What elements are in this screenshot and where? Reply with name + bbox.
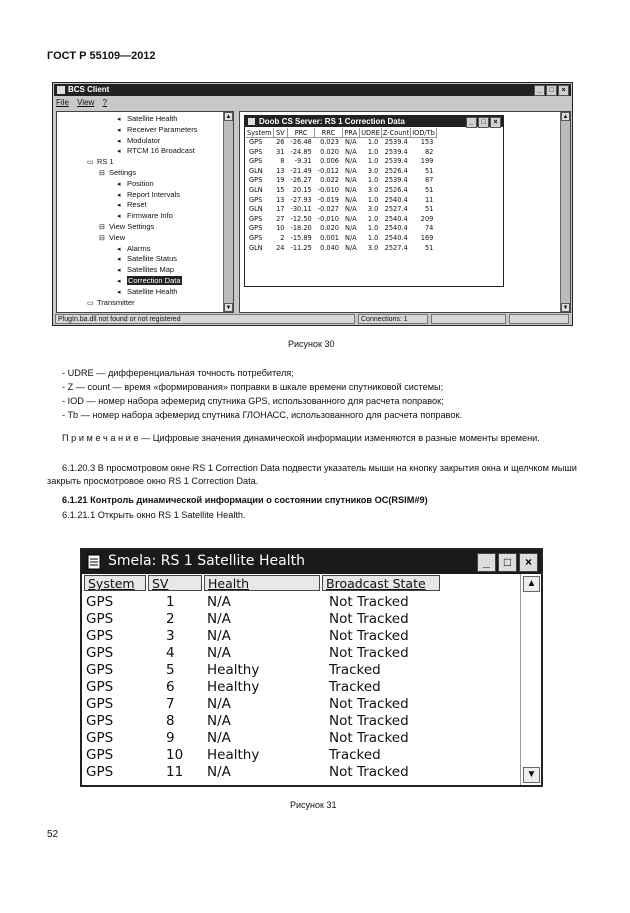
list-cell: 6 xyxy=(166,679,175,695)
column-header-sv[interactable]: SV xyxy=(148,575,202,591)
table-cell: N/A xyxy=(345,166,357,175)
table-cell: 153 xyxy=(420,138,434,146)
scroll-up-icon[interactable]: ▲ xyxy=(523,576,540,592)
tree-item[interactable] xyxy=(117,190,180,201)
bcs-client-window xyxy=(52,82,573,326)
table-cell: 3.0 xyxy=(367,243,379,252)
table-cell: 1.0 xyxy=(367,176,379,185)
table-cell: N/A xyxy=(345,195,357,204)
tree-item-label: View Settings xyxy=(109,222,155,231)
table-cell: N/A xyxy=(345,205,357,214)
list-cell: 4 xyxy=(166,645,175,661)
content-scrollbar[interactable] xyxy=(560,112,570,312)
tree-item[interactable] xyxy=(117,136,160,147)
list-cell: N/A xyxy=(207,730,231,746)
tree-item[interactable] xyxy=(99,168,136,179)
correction-data-title: Doob CS Server: RS 1 Correction Data xyxy=(259,117,405,126)
tree-item[interactable] xyxy=(99,233,125,244)
tree-item-label: Alarms xyxy=(127,243,151,253)
list-cell: N/A xyxy=(207,628,231,644)
tree-item-label: Settings xyxy=(109,168,137,177)
tree-node-icon: ▭ xyxy=(87,299,94,307)
table-cell: 199 xyxy=(420,157,434,166)
tree-item[interactable] xyxy=(117,265,174,276)
table-cell: 1.0 xyxy=(367,224,379,233)
tree-item[interactable] xyxy=(117,179,154,190)
table-cell: 87 xyxy=(424,176,434,185)
list-cell: N/A xyxy=(207,594,231,610)
table-row xyxy=(246,196,436,206)
table-cell: GLN xyxy=(249,166,263,175)
table-cell: -0.010 xyxy=(317,214,340,223)
app-icon xyxy=(57,86,65,94)
window-icon xyxy=(248,118,255,125)
tree-item-label: Transmitter xyxy=(97,297,135,307)
tree-node-icon: ◂ xyxy=(117,148,121,156)
table-cell: 2539.4 xyxy=(384,176,408,185)
list-cell: Tracked xyxy=(329,662,381,678)
table-cell: N/A xyxy=(345,138,357,146)
tree-node-icon: ◂ xyxy=(117,267,121,275)
table-cell: 1.0 xyxy=(367,157,379,166)
table-cell: 2 xyxy=(280,233,285,242)
tree-node-icon: ◂ xyxy=(117,202,121,210)
table-cell: GPS xyxy=(249,224,263,233)
tree-item[interactable] xyxy=(87,298,135,309)
column-header[interactable]: System xyxy=(247,128,272,137)
table-cell: 1.0 xyxy=(367,214,379,223)
satellite-health-title: Smela: RS 1 Satellite Health xyxy=(108,553,305,569)
tree-item-label: Firmware Info xyxy=(127,211,173,221)
table-cell: 2527.4 xyxy=(384,205,408,214)
maximize-button[interactable]: □ xyxy=(498,553,517,572)
table-row xyxy=(246,157,436,167)
maximize-button[interactable]: □ xyxy=(546,85,557,96)
table-cell: 2540.4 xyxy=(384,224,408,233)
list-cell: GPS xyxy=(86,679,114,695)
list-cell: GPS xyxy=(86,696,114,712)
table-cell: N/A xyxy=(345,224,357,233)
list-cell: GPS xyxy=(86,628,114,644)
table-cell: GLN xyxy=(249,205,263,214)
tree-scrollbar[interactable] xyxy=(223,112,233,312)
tree-node-icon: ⊟ xyxy=(99,224,105,231)
satellite-health-titlebar xyxy=(82,550,541,574)
column-header[interactable]: Z-Count xyxy=(382,128,410,137)
list-cell: GPS xyxy=(86,764,114,780)
table-cell: GPS xyxy=(249,176,263,185)
table-cell: 1.0 xyxy=(367,147,379,156)
table-cell: 0.023 xyxy=(320,138,340,146)
minimize-button[interactable]: _ xyxy=(534,85,545,96)
list-cell: Not Tracked xyxy=(329,730,409,746)
navigation-tree xyxy=(56,111,234,313)
table-cell: N/A xyxy=(345,157,357,166)
table-cell: -12.50 xyxy=(290,214,312,223)
list-cell: 3 xyxy=(166,628,175,644)
table-cell: 10 xyxy=(276,224,285,233)
menu-bar xyxy=(56,98,113,107)
list-cell: GPS xyxy=(86,594,114,610)
table-row xyxy=(246,148,436,158)
tree-node-icon: ◂ xyxy=(117,137,121,145)
table-cell: GPS xyxy=(249,214,263,223)
list-cell: Not Tracked xyxy=(329,696,409,712)
tree-node-icon: ◂ xyxy=(117,213,121,221)
status-bar xyxy=(55,314,570,324)
list-cell: Not Tracked xyxy=(329,594,409,610)
tree-item-label: Satellite Status xyxy=(127,254,178,264)
table-cell: GPS xyxy=(249,147,263,156)
table-cell: 2539.4 xyxy=(384,157,408,166)
tree-item-label: RTCM 16 Broadcast xyxy=(127,146,195,156)
tree-item[interactable] xyxy=(117,254,177,265)
tree-node-icon: ◂ xyxy=(117,288,121,296)
table-row xyxy=(246,205,436,215)
table-cell: 1.0 xyxy=(367,138,379,146)
column-header[interactable]: IOD/Tb xyxy=(412,128,435,137)
table-cell: 3.0 xyxy=(367,166,379,175)
table-cell: -21.49 xyxy=(290,166,312,175)
tree-item[interactable] xyxy=(117,211,173,222)
table-cell: N/A xyxy=(345,176,357,185)
table-cell: 51 xyxy=(424,166,434,175)
table-row xyxy=(246,224,436,234)
tree-item-label: Reset xyxy=(127,200,147,210)
scroll-up-icon[interactable]: ▲ xyxy=(562,114,569,120)
column-header-health[interactable]: Health xyxy=(204,575,320,591)
tree-item[interactable] xyxy=(117,244,150,255)
tree-item-label: Report Intervals xyxy=(127,189,180,199)
list-cell: Healthy xyxy=(207,662,260,678)
def-iod: - IOD — номер набора эфемерид спутника GPS, использованного для расчета поправок; xyxy=(62,396,444,406)
table-cell: -9.31 xyxy=(294,157,312,166)
list-cell: 5 xyxy=(166,662,175,678)
def-tb: - Tb — номер набора эфемерид спутника ГЛОНАСС, использованного для расчета поправок. xyxy=(62,410,463,420)
table-cell: 0.020 xyxy=(320,147,340,156)
correction-data-table xyxy=(246,128,437,253)
table-cell: 74 xyxy=(424,224,434,233)
table-cell: -0.012 xyxy=(317,166,340,175)
table-cell: 19 xyxy=(276,176,285,185)
table-cell: 169 xyxy=(420,233,434,242)
def-udre: - UDRE — дифференциальная точность потребителя; xyxy=(62,368,294,378)
table-row xyxy=(246,167,436,177)
list-cell: GPS xyxy=(86,645,114,661)
menu-file[interactable]: File xyxy=(56,98,69,107)
status-connections: Connections: 1 xyxy=(358,314,428,324)
table-cell: -26.27 xyxy=(290,176,312,185)
status-message: PlugIn.ba.dll not found or not registered xyxy=(55,314,355,324)
table-cell: -0.010 xyxy=(317,185,340,194)
satellite-health-header xyxy=(82,575,520,593)
table-cell: 1.0 xyxy=(367,195,379,204)
table-cell: 51 xyxy=(424,185,434,194)
tree-node-icon: ◂ xyxy=(117,126,121,134)
tree-item[interactable] xyxy=(117,125,197,136)
list-cell: GPS xyxy=(86,713,114,729)
heading-6-1-21: 6.1.21 Контроль динамической информации о состоянии спутников ОС(RSIM#9) xyxy=(62,495,428,505)
table-cell: 27 xyxy=(276,214,285,223)
list-cell: 10 xyxy=(166,747,184,763)
tree-item-label: Modulator xyxy=(127,135,161,145)
table-cell: -18.20 xyxy=(290,224,312,233)
table-cell: 82 xyxy=(424,147,434,156)
column-header[interactable]: SV xyxy=(273,128,287,138)
table-cell: N/A xyxy=(345,214,357,223)
table-cell: 13 xyxy=(276,195,285,204)
list-cell: 7 xyxy=(166,696,175,712)
tree-item[interactable] xyxy=(117,287,177,298)
table-cell: 2527.4 xyxy=(384,243,408,252)
tree-item-label: Position xyxy=(127,178,154,188)
list-cell: Not Tracked xyxy=(329,764,409,780)
table-row xyxy=(246,215,436,225)
close-button[interactable]: × xyxy=(519,553,538,572)
table-cell: 2526.4 xyxy=(384,166,408,175)
paragraph-6-1-20-3: 6.1.20.3 В просмотровом окне RS 1 Correction Data подвести указатель мыши на кнопку закрытия окна и щелчком мыши закрыть просмотровое окно RS 1 Correction Data. xyxy=(47,463,577,486)
table-cell: 17 xyxy=(276,205,285,214)
list-cell: 11 xyxy=(166,764,184,780)
close-button[interactable]: × xyxy=(558,85,569,96)
table-cell: GPS xyxy=(249,233,263,242)
scroll-down-icon[interactable]: ▼ xyxy=(562,305,569,311)
tree-item-label: RS 1 xyxy=(97,157,114,167)
table-cell: -27.93 xyxy=(290,195,312,204)
table-cell: GPS xyxy=(249,195,263,204)
table-cell: N/A xyxy=(345,233,357,242)
table-cell: GPS xyxy=(249,157,263,166)
tree-item[interactable] xyxy=(117,146,195,157)
list-cell: Tracked xyxy=(329,747,381,763)
table-cell: -0.019 xyxy=(317,195,340,204)
table-cell: -11.25 xyxy=(290,243,312,252)
figure-30-caption: Рисунок 30 xyxy=(288,339,335,349)
table-cell: 26 xyxy=(276,138,285,146)
satellite-health-window xyxy=(80,548,543,787)
close-button[interactable]: × xyxy=(490,117,501,128)
tree-item[interactable] xyxy=(99,222,154,233)
tree-item-label: View xyxy=(109,232,126,242)
tree-item-label: Satellites Map xyxy=(127,265,175,275)
table-cell: 31 xyxy=(276,147,285,156)
document-icon xyxy=(87,554,101,570)
list-cell: 9 xyxy=(166,730,175,746)
bcs-client-title: BCS Client xyxy=(68,85,110,94)
tree-item[interactable] xyxy=(87,157,114,168)
correction-data-window xyxy=(244,115,504,287)
tree-item[interactable] xyxy=(117,276,182,287)
table-cell: N/A xyxy=(345,185,357,194)
table-cell: 20.15 xyxy=(292,185,312,194)
note-label: П р и м е ч а н и е xyxy=(62,433,139,443)
table-cell: 51 xyxy=(424,243,434,252)
table-cell: 2539.4 xyxy=(384,147,408,156)
list-cell: Tracked xyxy=(329,679,381,695)
list-cell: Not Tracked xyxy=(329,645,409,661)
table-cell: -0.027 xyxy=(317,205,340,214)
table-cell: 2526.4 xyxy=(384,185,408,194)
tree-item[interactable] xyxy=(117,200,147,211)
table-cell: 0.040 xyxy=(320,243,340,252)
table-cell: 209 xyxy=(420,214,434,223)
column-header[interactable]: PRA xyxy=(342,128,360,138)
document-header: ГОСТ Р 55109—2012 xyxy=(47,50,156,62)
table-cell: 0.006 xyxy=(320,157,340,166)
table-cell: GLN xyxy=(249,185,263,194)
table-cell: 3.0 xyxy=(367,185,379,194)
table-cell: 2539.4 xyxy=(384,138,408,146)
menu-view[interactable]: View xyxy=(77,98,95,107)
table-cell: GPS xyxy=(249,138,263,146)
list-cell: 1 xyxy=(166,594,175,610)
column-header-system[interactable]: System xyxy=(84,575,146,591)
list-cell: GPS xyxy=(86,730,114,746)
list-cell: N/A xyxy=(207,764,231,780)
status-cell xyxy=(431,314,506,324)
status-cell xyxy=(509,314,569,324)
table-cell: 2540.4 xyxy=(384,195,408,204)
page-number: 52 xyxy=(47,829,59,840)
list-cell: Not Tracked xyxy=(329,713,409,729)
scroll-down-icon[interactable]: ▼ xyxy=(523,767,540,783)
list-cell: N/A xyxy=(207,611,231,627)
tree-node-icon: ◂ xyxy=(117,245,121,253)
table-cell: GLN xyxy=(249,243,263,252)
tree-item-label: Receiver Parameters xyxy=(127,124,198,134)
tree-node-icon: ⊟ xyxy=(99,170,105,177)
paragraph-6-1-21-1: 6.1.21.1 Открыть окно RS 1 Satellite Health. xyxy=(62,510,246,520)
tree-item-label: Satellite Health xyxy=(127,114,178,123)
figure-31-caption: Рисунок 31 xyxy=(290,800,337,810)
table-cell: 13 xyxy=(276,166,285,175)
list-cell: Healthy xyxy=(207,679,260,695)
table-cell: 0.020 xyxy=(320,224,340,233)
table-cell: 24 xyxy=(276,243,285,252)
table-cell: -30.11 xyxy=(290,205,312,214)
table-row xyxy=(246,176,436,186)
tree-item-label: Satellite Health xyxy=(127,286,178,296)
table-cell: -24.85 xyxy=(290,147,312,156)
list-cell: N/A xyxy=(207,713,231,729)
column-header[interactable]: UDRE xyxy=(361,128,380,137)
tree-node-icon: ⊟ xyxy=(99,234,105,242)
list-cell: GPS xyxy=(86,662,114,678)
minimize-button[interactable]: _ xyxy=(466,117,477,128)
table-cell: 2540.4 xyxy=(384,214,408,223)
column-header[interactable]: RRC xyxy=(315,128,342,138)
list-cell: 2 xyxy=(166,611,175,627)
tree-node-icon: ◂ xyxy=(117,116,121,123)
correction-data-titlebar xyxy=(245,116,503,127)
table-row xyxy=(246,186,436,196)
maximize-button[interactable]: □ xyxy=(478,117,489,128)
table-cell: -26.48 xyxy=(290,138,312,146)
table-cell: 1.0 xyxy=(367,233,379,242)
def-zcount: - Z — count — время «формирования» поправки в шкале времени спутниковой системы; xyxy=(62,382,444,392)
tree-item-label: Correction Data xyxy=(128,276,181,285)
tree-node-icon: ▭ xyxy=(87,159,94,167)
table-cell: 0.022 xyxy=(320,176,340,185)
list-cell: Not Tracked xyxy=(329,628,409,644)
table-cell: 2540.4 xyxy=(384,233,408,242)
list-cell: Healthy xyxy=(207,747,260,763)
minimize-button[interactable]: _ xyxy=(477,553,496,572)
table-cell: 11 xyxy=(424,195,434,204)
table-cell: N/A xyxy=(345,147,357,156)
list-cell: Not Tracked xyxy=(329,611,409,627)
table-cell: 3.0 xyxy=(367,205,379,214)
menu-help[interactable]: ? xyxy=(102,98,108,107)
table-cell: 15 xyxy=(276,185,285,194)
tree-node-icon: ◂ xyxy=(117,256,121,264)
table-cell: 0.001 xyxy=(320,233,340,242)
table-cell: 8 xyxy=(280,157,285,166)
tree-node-icon: ◂ xyxy=(117,191,121,199)
satellite-health-scrollbar[interactable] xyxy=(520,574,541,785)
list-cell: GPS xyxy=(86,611,114,627)
table-row xyxy=(246,234,436,244)
list-cell: N/A xyxy=(207,696,231,712)
note-text: — Цифровые значения динамической информации изменяются в разные моменты времени. xyxy=(138,433,540,443)
note xyxy=(47,432,587,445)
scroll-down-icon[interactable]: ▼ xyxy=(225,305,232,311)
table-cell: 51 xyxy=(424,205,434,214)
column-header[interactable]: PRC xyxy=(287,128,314,138)
list-cell: N/A xyxy=(207,645,231,661)
table-cell: -15.89 xyxy=(290,233,312,242)
table-row xyxy=(246,138,436,148)
table-cell: N/A xyxy=(345,243,357,252)
bcs-client-titlebar xyxy=(54,84,571,96)
tree-node-icon: ◂ xyxy=(117,278,121,285)
tree-item[interactable] xyxy=(117,114,177,125)
table-row xyxy=(246,244,436,254)
scroll-up-icon[interactable]: ▲ xyxy=(225,114,232,120)
tree-node-icon: ◂ xyxy=(117,180,121,188)
list-cell: GPS xyxy=(86,747,114,763)
column-header-broadcast-state[interactable]: Broadcast State xyxy=(322,575,440,591)
list-cell: 8 xyxy=(166,713,175,729)
